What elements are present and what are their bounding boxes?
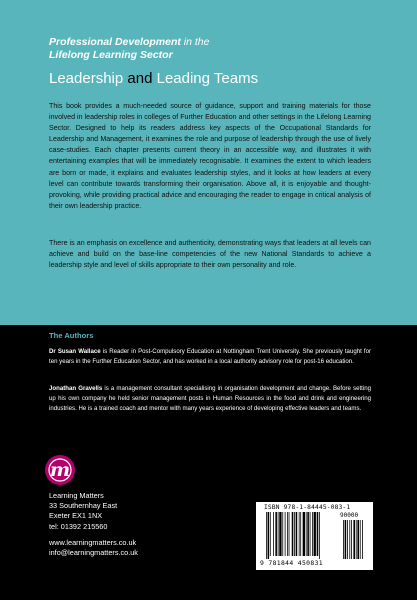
series-title-line2: Lifelong Learning Sector bbox=[49, 49, 173, 61]
barcode-bar bbox=[287, 512, 288, 556]
barcode-bar bbox=[273, 512, 274, 556]
cover-bottom-panel bbox=[0, 325, 417, 600]
barcode-bar bbox=[303, 512, 305, 556]
publisher-name: Learning Matters bbox=[49, 491, 104, 500]
barcode-bar bbox=[270, 512, 271, 556]
barcode-bar bbox=[296, 512, 298, 556]
barcode-bar bbox=[312, 512, 313, 556]
learning-matters-logo-icon bbox=[44, 454, 76, 486]
author-name-1: Dr Susan Wallace bbox=[49, 348, 101, 355]
barcode-addon-bar bbox=[351, 520, 352, 559]
barcode-bar bbox=[268, 512, 270, 559]
barcode-bar bbox=[275, 512, 277, 556]
author-name-2: Jonathan Gravells bbox=[49, 385, 103, 392]
barcode-bar bbox=[310, 512, 311, 556]
series-prefix: Professional Development bbox=[49, 36, 181, 48]
barcode-bar bbox=[285, 512, 286, 556]
publisher-address-line1: 33 Southernhay East bbox=[49, 501, 118, 510]
series-title-line1 bbox=[49, 36, 209, 49]
publisher-website: www.learningmatters.co.uk bbox=[49, 538, 137, 547]
barcode-bar bbox=[299, 512, 300, 556]
author-text-1: is Reader in Post-Compulsory Education at Nottingham Trent University. She previously taught for ten years in the Further Education Sector, and has worked in a local authority advisory role for post-16 education. bbox=[49, 348, 371, 365]
barcode-addon-digits: 90000 bbox=[340, 512, 359, 519]
barcode-addon-bar bbox=[343, 520, 344, 559]
barcode-addon-bar bbox=[349, 520, 350, 559]
barcode-bar bbox=[300, 512, 301, 556]
title-and: and bbox=[127, 70, 153, 87]
publisher-telephone: tel: 01392 215560 bbox=[49, 522, 108, 531]
barcode-bar bbox=[306, 512, 307, 556]
title-part2: Leading Teams bbox=[156, 70, 259, 87]
series-in: in the bbox=[183, 36, 210, 48]
barcode-bar bbox=[282, 512, 283, 556]
book-title bbox=[49, 70, 258, 87]
barcode-addon-bar bbox=[345, 520, 347, 559]
barcode-bar bbox=[292, 512, 294, 556]
publisher-address-line2: Exeter EX1 1NX bbox=[49, 511, 103, 520]
barcode-bar bbox=[294, 512, 295, 556]
blurb-paragraph-2: There is an emphasis on excellence and authenticity, demonstrating ways that leaders at all levels can achieve and build on the base-line competencies of the new National Standards to achieve a leadership style and level of skills appropriate to their own personality and role. bbox=[49, 239, 371, 270]
barcode-bar bbox=[289, 512, 290, 556]
barcode-bar bbox=[319, 512, 320, 559]
barcode-bar bbox=[278, 512, 279, 556]
barcode-addon-bar bbox=[360, 520, 361, 559]
author-bio-1 bbox=[49, 347, 371, 367]
barcode-bar bbox=[307, 512, 309, 556]
author-text-2: is a management consultant specialising in organisation development and change. Before setting up his own company he held senior management posts in Human Resources in the food and drink and engineering industries. He is a trained coach and mentor with many years experience of developing effective leaders and teams. bbox=[49, 385, 371, 412]
barcode-addon-bar bbox=[362, 520, 363, 559]
barcode-bars bbox=[266, 512, 366, 559]
blurb-paragraph-1: This book provides a much-needed source of guidance, support and training materials for those involved in leadership roles in colleges of Further Education and other settings in the Lifelong Learning Sector. Designed to help its readers address key aspects of the Occupational Standards for Leadership and Management, it examines the role and purpose of leadership through the use of lively case-studies. Each chapter presents current theory in an accessible way, and illustrates it with entertaining examples that will be immediately recognisable. It examines the extent to which leaders are born or made, it explains and evaluates leadership styles, and it looks at how leaders at every level can contribute towards transforming their organisation. Above all, it is enjoyable and thought-provoking, while providing practical advice and encouraging the reader to engage in critical analysis of their own leadership practice. bbox=[49, 102, 371, 210]
title-part1: Leadership bbox=[49, 70, 124, 87]
isbn-number: ISBN 978-1-84445-083-1 bbox=[264, 504, 351, 511]
barcode-addon-bar bbox=[347, 520, 348, 559]
barcode-ean-digits: 9 781844 450831 bbox=[260, 559, 323, 567]
barcode-addon-bar bbox=[353, 520, 355, 559]
authors-heading: The Authors bbox=[49, 331, 94, 340]
isbn-barcode bbox=[256, 502, 373, 570]
barcode-bar bbox=[317, 512, 319, 556]
barcode-addon-bar bbox=[357, 520, 359, 559]
barcode-bar bbox=[314, 512, 316, 556]
publisher-email: info@learningmatters.co.uk bbox=[49, 548, 138, 557]
barcode-bar bbox=[266, 512, 267, 559]
barcode-bar bbox=[279, 512, 281, 556]
logo-letter: m bbox=[49, 459, 71, 481]
author-bio-2 bbox=[49, 384, 371, 414]
barcode-addon-bar bbox=[356, 520, 357, 559]
